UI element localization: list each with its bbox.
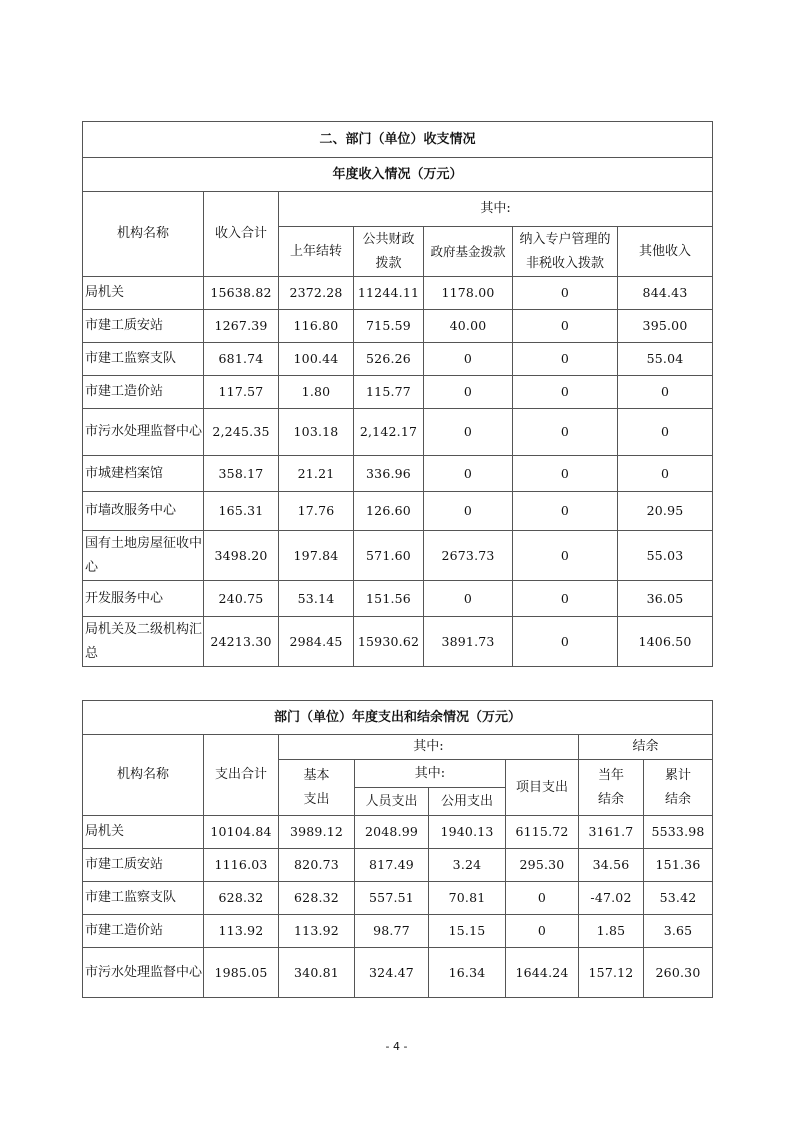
cell-value: 395.00	[618, 310, 713, 343]
cell-value: 336.96	[354, 456, 424, 492]
cell-value: 0	[513, 310, 618, 343]
cell-value: 0	[513, 531, 618, 581]
cell-value: 0	[424, 376, 513, 409]
cell-value: 571.60	[354, 531, 424, 581]
header-carryover: 上年结转	[279, 227, 354, 277]
cell-value: 628.32	[279, 882, 355, 915]
cell-value: 0	[424, 343, 513, 376]
cell-value: 2048.99	[355, 816, 429, 849]
expense-table	[82, 700, 713, 998]
table-row	[83, 816, 713, 849]
cell-value: 3498.20	[204, 531, 279, 581]
header-balance: 结余	[579, 735, 713, 760]
cell-value: 1985.05	[204, 948, 279, 998]
table-row	[83, 277, 713, 310]
cell-value: 53.14	[279, 581, 354, 617]
header-public-use: 公用支出	[429, 788, 506, 816]
header-gov-fund: 政府基金拨款	[424, 227, 513, 277]
header-public-finance: 公共财政拨款	[354, 227, 424, 277]
cell-value: 0	[618, 456, 713, 492]
header-basic-expense-label: 基本支出	[303, 767, 330, 807]
header-name: 机构名称	[83, 192, 204, 277]
row-name: 市污水处理监督中心	[83, 948, 204, 998]
row-name: 局机关	[83, 277, 204, 310]
cell-value: 100.44	[279, 343, 354, 376]
cell-value: 11244.11	[354, 277, 424, 310]
table-row	[83, 531, 713, 581]
header-year-balance	[579, 760, 644, 816]
cell-value: 0	[513, 343, 618, 376]
cell-value: 0	[513, 277, 618, 310]
cell-value: 3161.7	[579, 816, 644, 849]
cell-value: 103.18	[279, 409, 354, 456]
header-of-which: 其中:	[279, 735, 579, 760]
cell-value: 295.30	[506, 849, 579, 882]
page-number: - 4 -	[385, 1040, 408, 1053]
cell-value: -47.02	[579, 882, 644, 915]
row-name: 市建工监察支队	[83, 343, 204, 376]
cell-value: 1.80	[279, 376, 354, 409]
cell-value: 165.31	[204, 492, 279, 531]
header-personnel: 人员支出	[355, 788, 429, 816]
table-row	[83, 376, 713, 409]
cell-value: 0	[513, 376, 618, 409]
cell-value: 0	[513, 409, 618, 456]
cell-value: 2,142.17	[354, 409, 424, 456]
table-row	[83, 409, 713, 456]
cell-value: 817.49	[355, 849, 429, 882]
cell-value: 10104.84	[204, 816, 279, 849]
cell-value: 844.43	[618, 277, 713, 310]
row-name: 市建工质安站	[83, 849, 204, 882]
table-row	[83, 492, 713, 531]
cell-value: 0	[513, 617, 618, 667]
cell-value: 5533.98	[644, 816, 713, 849]
header-other-income: 其他收入	[618, 227, 713, 277]
income-table	[82, 121, 713, 667]
cell-value: 1406.50	[618, 617, 713, 667]
row-name: 市墙改服务中心	[83, 492, 204, 531]
table-row	[83, 882, 713, 915]
cell-value: 681.74	[204, 343, 279, 376]
row-name: 市城建档案馆	[83, 456, 204, 492]
cell-value: 628.32	[204, 882, 279, 915]
cell-value: 0	[424, 409, 513, 456]
cell-value: 0	[513, 581, 618, 617]
row-name: 开发服务中心	[83, 581, 204, 617]
header-project-expense: 项目支出	[506, 760, 579, 816]
cell-value: 117.57	[204, 376, 279, 409]
cell-value: 0	[424, 492, 513, 531]
header-year-balance-label: 当年结余	[597, 767, 624, 807]
row-name: 市建工造价站	[83, 376, 204, 409]
cell-value: 526.26	[354, 343, 424, 376]
cell-value: 36.05	[618, 581, 713, 617]
cell-value: 557.51	[355, 882, 429, 915]
cell-value: 715.59	[354, 310, 424, 343]
header-name: 机构名称	[83, 735, 204, 816]
table-row	[83, 915, 713, 948]
row-name: 市污水处理监督中心	[83, 409, 204, 456]
cell-value: 53.42	[644, 882, 713, 915]
table-row	[83, 617, 713, 667]
cell-value: 70.81	[429, 882, 506, 915]
cell-value: 0	[506, 915, 579, 948]
cell-value: 3989.12	[279, 816, 355, 849]
cell-value: 0	[424, 456, 513, 492]
cell-value: 0	[506, 882, 579, 915]
cell-value: 2,245.35	[204, 409, 279, 456]
cell-value: 3.24	[429, 849, 506, 882]
cell-value: 1267.39	[204, 310, 279, 343]
cell-value: 2372.28	[279, 277, 354, 310]
cell-value: 55.04	[618, 343, 713, 376]
header-of-which-inner: 其中:	[355, 760, 506, 788]
row-name: 国有土地房屋征收中心	[83, 531, 204, 581]
cell-value: 151.56	[354, 581, 424, 617]
cell-value: 0	[513, 492, 618, 531]
table-row	[83, 948, 713, 998]
cell-value: 115.77	[354, 376, 424, 409]
cell-value: 6115.72	[506, 816, 579, 849]
cell-value: 113.92	[204, 915, 279, 948]
cell-value: 358.17	[204, 456, 279, 492]
cell-value: 21.21	[279, 456, 354, 492]
row-name: 市建工造价站	[83, 915, 204, 948]
cell-value: 1644.24	[506, 948, 579, 998]
income-table-title: 年度收入情况（万元）	[83, 158, 713, 192]
header-basic-expense	[279, 760, 355, 816]
cell-value: 157.12	[579, 948, 644, 998]
cell-value: 98.77	[355, 915, 429, 948]
cell-value: 34.56	[579, 849, 644, 882]
table-row	[83, 343, 713, 376]
header-of-which: 其中:	[279, 192, 713, 227]
cell-value: 2673.73	[424, 531, 513, 581]
cell-value: 1940.13	[429, 816, 506, 849]
cell-value: 197.84	[279, 531, 354, 581]
cell-value: 0	[618, 409, 713, 456]
row-name: 局机关及二级机构汇总	[83, 617, 204, 667]
table-row	[83, 310, 713, 343]
cell-value: 0	[424, 581, 513, 617]
cell-value: 0	[513, 456, 618, 492]
header-income-total: 收入合计	[204, 192, 279, 277]
cell-value: 151.36	[644, 849, 713, 882]
section-title: 二、部门（单位）收支情况	[83, 122, 713, 158]
cell-value: 40.00	[424, 310, 513, 343]
cell-value: 820.73	[279, 849, 355, 882]
cell-value: 15.15	[429, 915, 506, 948]
row-name: 市建工质安站	[83, 310, 204, 343]
cell-value: 1178.00	[424, 277, 513, 310]
cell-value: 16.34	[429, 948, 506, 998]
cell-value: 15930.62	[354, 617, 424, 667]
cell-value: 116.80	[279, 310, 354, 343]
cell-value: 17.76	[279, 492, 354, 531]
cell-value: 3891.73	[424, 617, 513, 667]
cell-value: 24213.30	[204, 617, 279, 667]
cell-value: 260.30	[644, 948, 713, 998]
cell-value: 20.95	[618, 492, 713, 531]
cell-value: 324.47	[355, 948, 429, 998]
row-name: 市建工监察支队	[83, 882, 204, 915]
cell-value: 126.60	[354, 492, 424, 531]
header-cum-balance	[644, 760, 713, 816]
row-name: 局机关	[83, 816, 204, 849]
table-row	[83, 581, 713, 617]
cell-value: 0	[618, 376, 713, 409]
header-non-tax: 纳入专户管理的非税收入拨款	[513, 227, 618, 277]
cell-value: 15638.82	[204, 277, 279, 310]
cell-value: 340.81	[279, 948, 355, 998]
cell-value: 2984.45	[279, 617, 354, 667]
table-row	[83, 849, 713, 882]
cell-value: 240.75	[204, 581, 279, 617]
cell-value: 1.85	[579, 915, 644, 948]
cell-value: 113.92	[279, 915, 355, 948]
table-row	[83, 456, 713, 492]
cell-value: 1116.03	[204, 849, 279, 882]
cell-value: 3.65	[644, 915, 713, 948]
header-cum-balance-label: 累计结余	[665, 767, 692, 807]
expense-table-title: 部门（单位）年度支出和结余情况（万元）	[83, 701, 713, 735]
header-expense-total: 支出合计	[204, 735, 279, 816]
cell-value: 55.03	[618, 531, 713, 581]
